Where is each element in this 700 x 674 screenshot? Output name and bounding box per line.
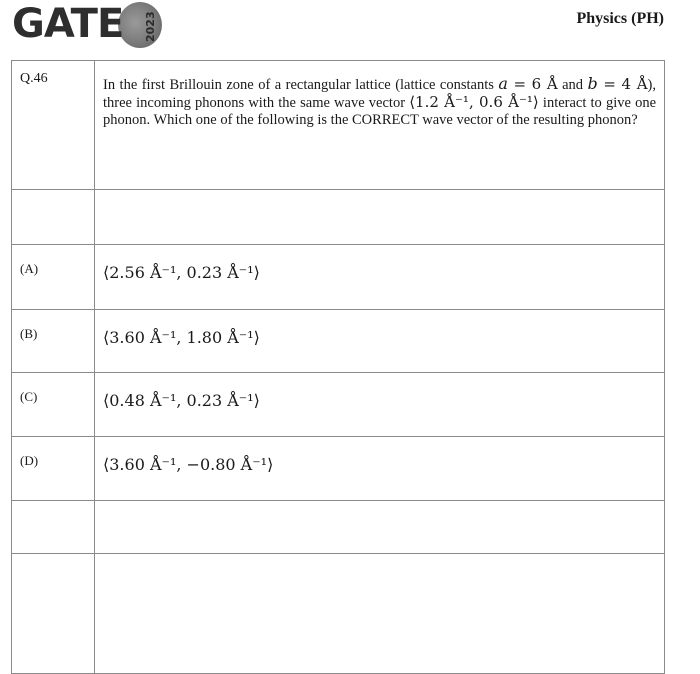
- option-value: ⟨2.56 Å⁻¹, 0.23 Å⁻¹⟩: [95, 245, 665, 310]
- option-row-d[interactable]: [12, 437, 665, 501]
- option-label: (D): [12, 437, 95, 501]
- spacer-row: [12, 190, 665, 245]
- subject-title: Physics (PH): [576, 10, 664, 27]
- logo-year: 2023: [144, 11, 157, 42]
- spacer-row: [12, 501, 665, 554]
- option-value: ⟨3.60 Å⁻¹, −0.80 Å⁻¹⟩: [95, 437, 665, 501]
- question-text: In the first Brillouin zone of a rectangular lattice (lattice constants a = 6 Å and b = 4 Å), three incoming phonons with the same wave vector ⟨1.2 Å⁻¹, 0.6 Å⁻¹⟩ interact to give one phonon. Which one of the following is the CORRECT wave vector of the resulting phonon?: [95, 61, 665, 190]
- gate-logo: [12, 1, 157, 47]
- question-number: Q.46: [12, 61, 95, 190]
- option-label: (B): [12, 310, 95, 373]
- option-value: ⟨3.60 Å⁻¹, 1.80 Å⁻¹⟩: [95, 310, 665, 373]
- logo-text: GATE: [12, 1, 124, 47]
- question-table: [11, 60, 665, 674]
- option-row-c[interactable]: [12, 373, 665, 437]
- option-row-a[interactable]: [12, 245, 665, 310]
- option-label: (A): [12, 245, 95, 310]
- option-label: (C): [12, 373, 95, 437]
- option-row-b[interactable]: [12, 310, 665, 373]
- option-value: ⟨0.48 Å⁻¹, 0.23 Å⁻¹⟩: [95, 373, 665, 437]
- question-row: [12, 61, 665, 190]
